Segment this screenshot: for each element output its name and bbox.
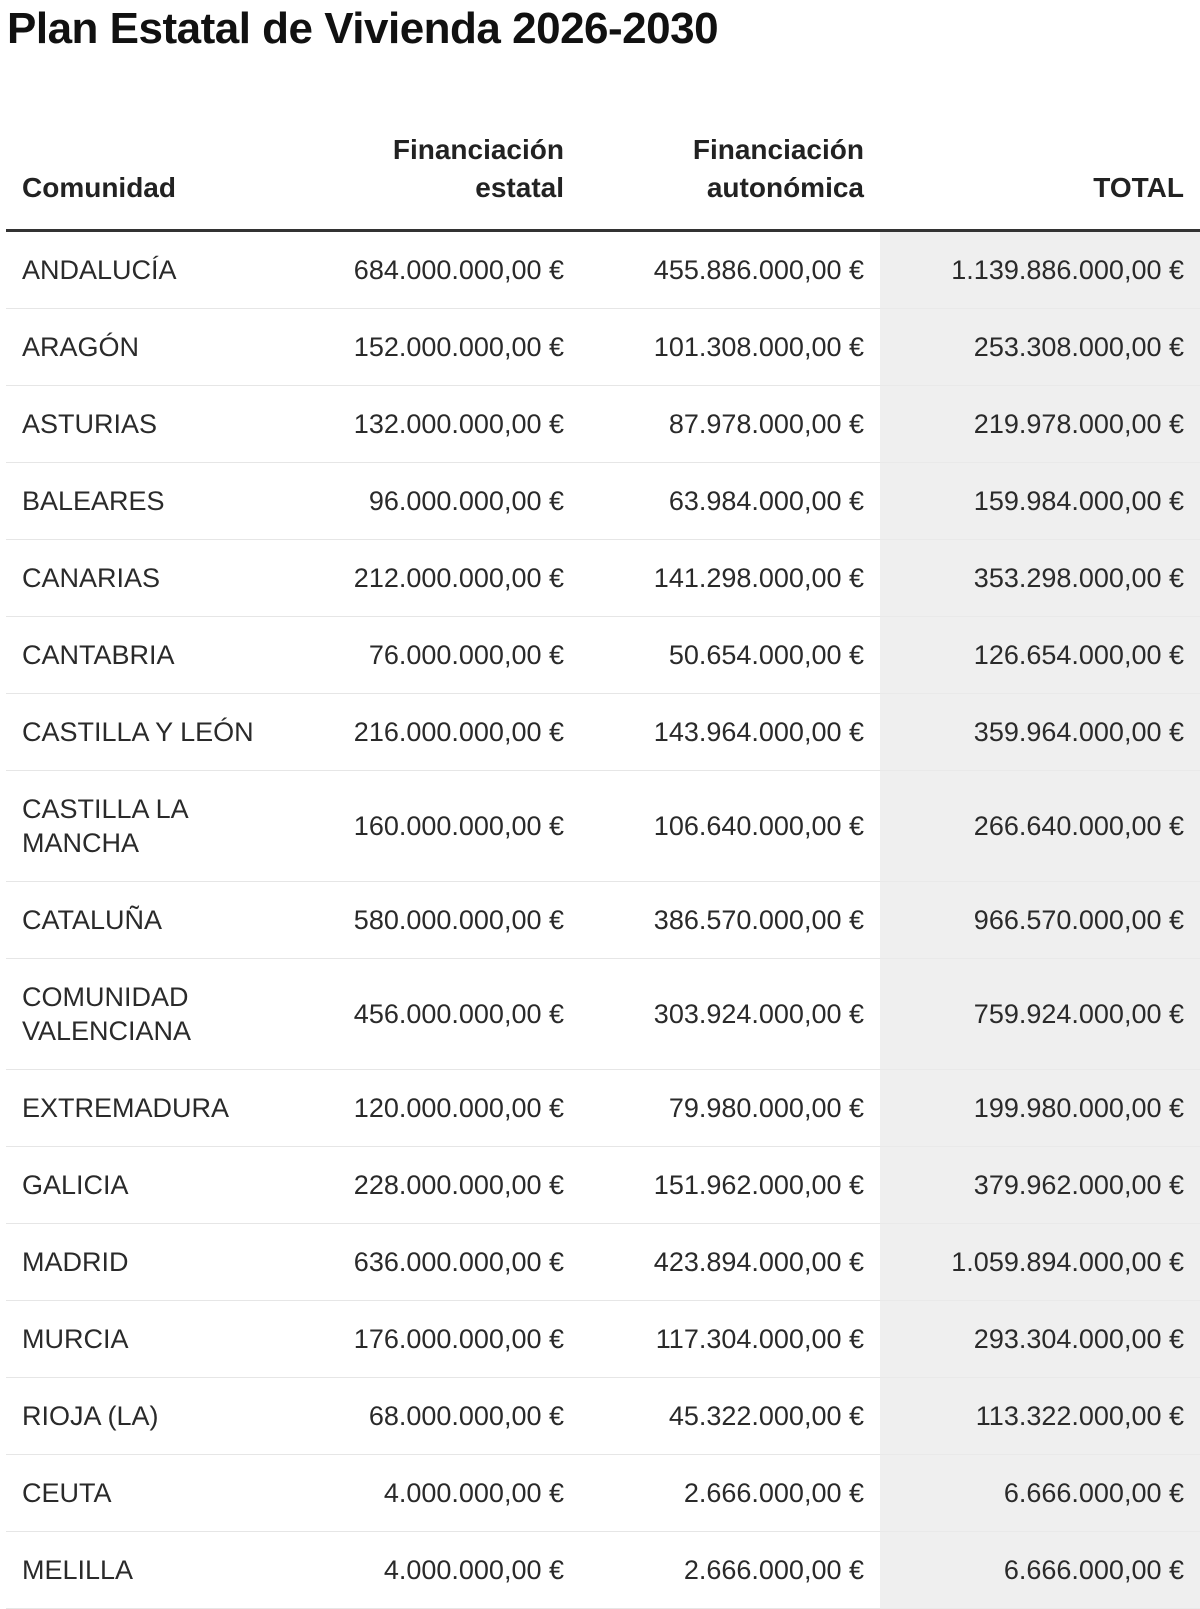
cell-total: 1.139.886.000,00 € — [880, 231, 1200, 309]
header-total[interactable] — [880, 108, 1200, 231]
cell-financiacion-autonomica: 2.666.000,00 € — [580, 1455, 880, 1532]
cell-comunidad — [6, 1455, 286, 1532]
cell-comunidad — [6, 1378, 286, 1455]
cell-comunidad — [6, 771, 286, 882]
cell-comunidad — [6, 463, 286, 540]
cell-total: 6.666.000,00 € — [880, 1455, 1200, 1532]
cell-total: 359.964.000,00 € — [880, 694, 1200, 771]
cell-comunidad — [6, 231, 286, 309]
table-row — [6, 1301, 1200, 1378]
cell-financiacion-autonomica: 50.654.000,00 € — [580, 617, 880, 694]
cell-total: 113.322.000,00 € — [880, 1378, 1200, 1455]
comunidad-name-line: MANCHA — [22, 828, 140, 858]
header-estatal-line-2: estatal — [475, 172, 564, 203]
cell-total: 6.666.000,00 € — [880, 1532, 1200, 1609]
cell-financiacion-estatal: 4.000.000,00 € — [286, 1455, 580, 1532]
cell-financiacion-estatal: 228.000.000,00 € — [286, 1147, 580, 1224]
cell-financiacion-autonomica: 386.570.000,00 € — [580, 882, 880, 959]
comunidad-name-line: MURCIA — [22, 1324, 129, 1354]
comunidad-name-line: CANARIAS — [22, 563, 161, 593]
cell-comunidad — [6, 1224, 286, 1301]
cell-comunidad — [6, 959, 286, 1070]
header-estatal-line-1: Financiación — [392, 134, 564, 165]
comunidad-name-line: MADRID — [22, 1247, 129, 1277]
cell-financiacion-estatal: 132.000.000,00 € — [286, 386, 580, 463]
cell-total: 126.654.000,00 € — [880, 617, 1200, 694]
header-total-label: TOTAL — [1093, 172, 1184, 203]
cell-total: 966.570.000,00 € — [880, 882, 1200, 959]
cell-total: 379.962.000,00 € — [880, 1147, 1200, 1224]
cell-total: 253.308.000,00 € — [880, 309, 1200, 386]
table-row — [6, 1455, 1200, 1532]
cell-financiacion-estatal: 120.000.000,00 € — [286, 1070, 580, 1147]
comunidad-name-line: BALEARES — [22, 486, 165, 516]
comunidad-name-line: EXTREMADURA — [22, 1093, 230, 1123]
table-row — [6, 386, 1200, 463]
comunidad-name-line: GALICIA — [22, 1170, 129, 1200]
comunidad-name-line: MELILLA — [22, 1555, 134, 1585]
cell-total: 266.640.000,00 € — [880, 771, 1200, 882]
table-row — [6, 617, 1200, 694]
table-row — [6, 1070, 1200, 1147]
cell-financiacion-autonomica: 63.984.000,00 € — [580, 463, 880, 540]
cell-comunidad — [6, 540, 286, 617]
cell-financiacion-autonomica: 79.980.000,00 € — [580, 1070, 880, 1147]
cell-comunidad — [6, 694, 286, 771]
cell-financiacion-estatal: 580.000.000,00 € — [286, 882, 580, 959]
header-autonomica-line-2: autonómica — [706, 172, 864, 203]
cell-comunidad — [6, 1301, 286, 1378]
header-row — [6, 108, 1200, 231]
cell-financiacion-estatal: 636.000.000,00 € — [286, 1224, 580, 1301]
cell-financiacion-autonomica: 141.298.000,00 € — [580, 540, 880, 617]
cell-financiacion-estatal: 176.000.000,00 € — [286, 1301, 580, 1378]
cell-total: 293.304.000,00 € — [880, 1301, 1200, 1378]
cell-comunidad — [6, 617, 286, 694]
table-row — [6, 694, 1200, 771]
cell-financiacion-estatal: 96.000.000,00 € — [286, 463, 580, 540]
cell-comunidad — [6, 1070, 286, 1147]
cell-financiacion-autonomica: 117.304.000,00 € — [580, 1301, 880, 1378]
cell-comunidad — [6, 1147, 286, 1224]
cell-financiacion-autonomica: 87.978.000,00 € — [580, 386, 880, 463]
table-row — [6, 882, 1200, 959]
cell-financiacion-estatal: 4.000.000,00 € — [286, 1532, 580, 1609]
comunidad-name-line: ASTURIAS — [22, 409, 158, 439]
cell-total: 759.924.000,00 € — [880, 959, 1200, 1070]
header-autonomica-line-1: Financiación — [692, 134, 864, 165]
cell-comunidad — [6, 882, 286, 959]
table-row — [6, 1147, 1200, 1224]
funding-table — [6, 108, 1200, 1609]
table-row — [6, 1378, 1200, 1455]
cell-comunidad — [6, 1532, 286, 1609]
comunidad-name-line: CATALUÑA — [22, 905, 163, 935]
cell-financiacion-autonomica: 143.964.000,00 € — [580, 694, 880, 771]
cell-financiacion-estatal: 212.000.000,00 € — [286, 540, 580, 617]
cell-financiacion-estatal: 216.000.000,00 € — [286, 694, 580, 771]
table-row — [6, 959, 1200, 1070]
table-row — [6, 1224, 1200, 1301]
header-comunidad-label: Comunidad — [22, 172, 176, 203]
cell-financiacion-autonomica: 303.924.000,00 € — [580, 959, 880, 1070]
table-row — [6, 1532, 1200, 1609]
comunidad-name-line: CASTILLA LA — [22, 794, 189, 824]
cell-financiacion-estatal: 76.000.000,00 € — [286, 617, 580, 694]
header-financiacion-autonomica[interactable] — [580, 108, 880, 231]
cell-financiacion-estatal: 684.000.000,00 € — [286, 231, 580, 309]
cell-comunidad — [6, 386, 286, 463]
cell-financiacion-autonomica: 45.322.000,00 € — [580, 1378, 880, 1455]
header-financiacion-estatal[interactable] — [286, 108, 580, 231]
page-title: Plan Estatal de Vivienda 2026-2030 — [7, 4, 719, 53]
table-row — [6, 231, 1200, 309]
table-row — [6, 309, 1200, 386]
table-row — [6, 463, 1200, 540]
cell-total: 199.980.000,00 € — [880, 1070, 1200, 1147]
comunidad-name-line: VALENCIANA — [22, 1016, 192, 1046]
table-body — [6, 231, 1200, 1609]
cell-financiacion-estatal: 152.000.000,00 € — [286, 309, 580, 386]
cell-financiacion-autonomica: 151.962.000,00 € — [580, 1147, 880, 1224]
comunidad-name-line: COMUNIDAD — [22, 982, 189, 1012]
comunidad-name-line: ARAGÓN — [22, 332, 140, 362]
cell-total: 353.298.000,00 € — [880, 540, 1200, 617]
cell-financiacion-autonomica: 101.308.000,00 € — [580, 309, 880, 386]
cell-total: 219.978.000,00 € — [880, 386, 1200, 463]
cell-total: 1.059.894.000,00 € — [880, 1224, 1200, 1301]
table-row — [6, 771, 1200, 882]
cell-financiacion-estatal: 160.000.000,00 € — [286, 771, 580, 882]
cell-financiacion-autonomica: 106.640.000,00 € — [580, 771, 880, 882]
comunidad-name-line: CANTABRIA — [22, 640, 175, 670]
cell-financiacion-estatal: 456.000.000,00 € — [286, 959, 580, 1070]
cell-financiacion-autonomica: 455.886.000,00 € — [580, 231, 880, 309]
comunidad-name-line: ANDALUCÍA — [22, 255, 177, 285]
cell-comunidad — [6, 309, 286, 386]
comunidad-name-line: CEUTA — [22, 1478, 112, 1508]
cell-financiacion-autonomica: 2.666.000,00 € — [580, 1532, 880, 1609]
table-header — [6, 108, 1200, 231]
cell-financiacion-estatal: 68.000.000,00 € — [286, 1378, 580, 1455]
header-comunidad[interactable] — [6, 108, 286, 231]
cell-financiacion-autonomica: 423.894.000,00 € — [580, 1224, 880, 1301]
table-row — [6, 540, 1200, 617]
comunidad-name-line: RIOJA (LA) — [22, 1401, 159, 1431]
cell-total: 159.984.000,00 € — [880, 463, 1200, 540]
comunidad-name-line: CASTILLA Y LEÓN — [22, 717, 254, 747]
